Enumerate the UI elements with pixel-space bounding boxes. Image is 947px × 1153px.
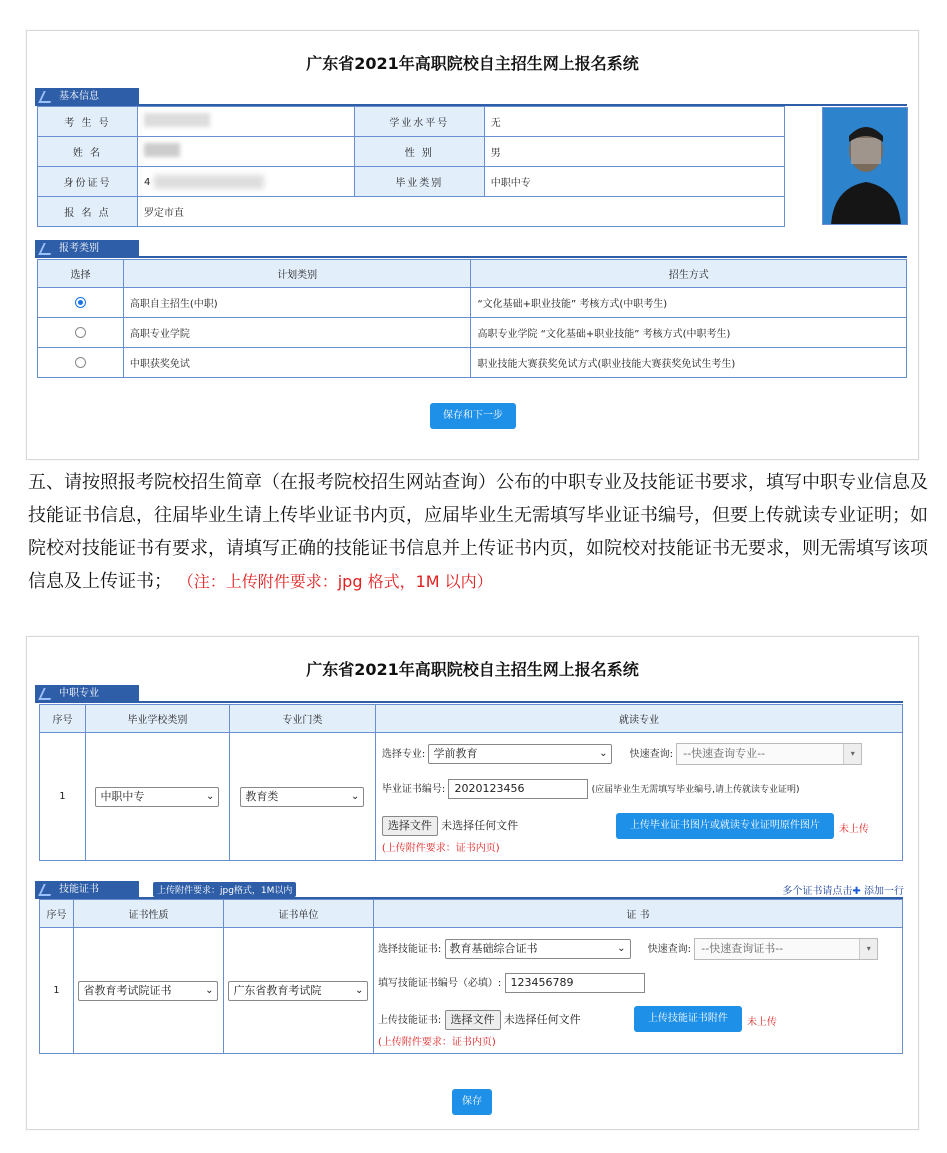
id-label: 身份证号 <box>38 167 138 197</box>
upload-grad-cert-button[interactable]: 上传毕业证书图片或就读专业证明原件图片 <box>616 813 834 839</box>
chevron-down-icon: ⌄ <box>617 943 626 954</box>
plan-cell: 高职自主招生(中职) <box>123 288 471 318</box>
upload-skill-cert-button[interactable]: 上传技能证书附件 <box>634 1006 742 1032</box>
col-select: 选择 <box>38 260 124 288</box>
save-next-button[interactable]: 保存和下一步 <box>430 403 516 429</box>
page-title-2: 广东省2021年高职院校自主招生网上报名系统 <box>306 660 639 679</box>
add-row-area: 多个证书请点击✚ 添加一行 <box>782 886 904 897</box>
category-select[interactable]: 教育类 ⌄ <box>240 787 364 807</box>
chevron-down-icon: ⌄ <box>205 984 214 996</box>
plus-icon[interactable]: ✚ <box>852 886 861 897</box>
cert-unit-select[interactable]: 广东省教育考试院 ⌄ <box>228 981 368 1001</box>
cert-no-row: 毕业证书编号: 2020123456 (应届毕业生无需填写毕业编号,请上传就读专业证明) <box>382 779 800 799</box>
col-nature: 证书性质 <box>73 900 223 928</box>
candidate-photo <box>822 107 908 225</box>
plan-cell: 中职获奖免试 <box>123 348 471 378</box>
page-title: 广东省2021年高职院校自主招生网上报名系统 <box>306 54 639 73</box>
select-cert-row: 选择技能证书: 教育基础综合证书 ⌄ 快速查询: --快速查询证书-- ▾ <box>378 938 878 960</box>
method-cell: “文化基础+职业技能” 考核方式(中职考生) <box>471 288 907 318</box>
grad-label: 毕业类别 <box>354 167 484 197</box>
grad-value: 中职中专 <box>484 167 784 197</box>
gender-label: 性 别 <box>354 137 484 167</box>
col-index: 序号 <box>40 705 86 733</box>
level-label: 学业水平号 <box>354 107 484 137</box>
upload-requirement: (上传附件要求：证书内页) <box>381 843 500 854</box>
apply-type-table <box>37 259 907 378</box>
name-value <box>137 137 354 167</box>
method-cell: 高职专业学院 “文化基础+职业技能” 考核方式(中职考生) <box>471 318 907 348</box>
col-category: 专业门类 <box>229 705 375 733</box>
skill-table <box>39 899 903 1054</box>
school-type-select[interactable]: 中职中专 ⌄ <box>95 787 219 807</box>
section-header-skill: 技能证书 <box>35 881 139 899</box>
basic-info-panel <box>26 30 919 460</box>
exam-no-value <box>137 107 354 137</box>
quick-search-major[interactable]: --快速查询专业-- ▾ <box>676 743 862 765</box>
choose-file-button[interactable]: 选择文件 <box>382 816 438 836</box>
exam-no-label: 考 生 号 <box>38 107 138 137</box>
cert-nature-select[interactable]: 省教育考试院证书 ⌄ <box>78 981 218 1001</box>
skill-file-row: 上传技能证书: 选择文件 未选择任何文件 <box>378 1010 581 1030</box>
dropdown-arrow-icon: ▾ <box>859 939 877 959</box>
file-row: 选择文件 未选择任何文件 <box>382 816 518 836</box>
skill-upload-note: 上传附件要求：jpg格式，1M以内 <box>153 882 296 897</box>
blurred-name <box>144 143 180 157</box>
select-major-row: 选择专业: 学前教育 ⌄ 快速查询: --快速查询专业-- ▾ <box>382 743 862 765</box>
instruction-text <box>28 466 928 598</box>
radio-plan-1[interactable] <box>75 297 86 308</box>
instruction-body: 五、请按照报考院校招生简章（在报考院校招生网站查询）公布的中职专业及技能证书要求，填写中职专业信息及技能证书信息，往届毕业生请上传毕业证书内页，应届毕业生无需填写毕业证书编号，但要上传就读专业证明；如院校对技能证书有要求，请填写正确的技能证书信息并上传证书内页，如院校对技能证书无要求，则无需填写该项信息及上传证书； <box>28 472 928 592</box>
blurred-exam-no <box>144 113 210 127</box>
dropdown-arrow-icon: ▾ <box>843 744 861 764</box>
section-header-basic: 基本信息 <box>35 88 139 106</box>
site-value: 罗定市直 <box>137 197 784 227</box>
skill-cert-no-row: 填写技能证书编号（必填）: 123456789 <box>378 973 645 993</box>
col-plan: 计划类别 <box>123 260 471 288</box>
chevron-down-icon: ⌄ <box>206 790 215 802</box>
cert-select[interactable]: 教育基础综合证书 ⌄ <box>445 939 631 959</box>
chevron-down-icon: ⌄ <box>599 748 608 759</box>
col-unit: 证书单位 <box>223 900 373 928</box>
section-header-apply: 报考类别 <box>35 240 139 258</box>
quick-search-cert[interactable]: --快速查询证书-- ▾ <box>694 938 878 960</box>
basic-info-table <box>37 106 907 227</box>
blurred-id <box>154 175 264 189</box>
row-index: 1 <box>40 733 86 861</box>
grad-cert-no-input[interactable]: 2020123456 <box>448 779 588 799</box>
row-index: 1 <box>40 928 74 1054</box>
site-label: 报 名 点 <box>38 197 138 227</box>
id-value: 4 <box>137 167 354 197</box>
choose-skill-file-button[interactable]: 选择文件 <box>445 1010 501 1030</box>
chevron-down-icon: ⌄ <box>355 984 364 996</box>
skill-upload-requirement: (上传附件要求：证书内页) <box>377 1037 496 1048</box>
plan-cell: 高职专业学院 <box>123 318 471 348</box>
major-select[interactable]: 学前教育 ⌄ <box>428 744 612 764</box>
radio-plan-2[interactable] <box>75 327 86 338</box>
skill-upload-status: 未上传 <box>746 1017 777 1028</box>
col-index: 序号 <box>40 900 74 928</box>
col-cert: 证 书 <box>373 900 902 928</box>
save-button[interactable]: 保存 <box>452 1089 492 1115</box>
instruction-note: （注：上传附件要求：jpg 格式，1M 以内） <box>177 572 493 591</box>
radio-plan-3[interactable] <box>75 357 86 368</box>
upload-status: 未上传 <box>838 824 869 835</box>
chevron-down-icon: ⌄ <box>351 790 360 802</box>
skill-cert-no-input[interactable]: 123456789 <box>505 973 645 993</box>
major-cert-panel <box>26 636 919 1130</box>
col-method: 招生方式 <box>471 260 907 288</box>
col-school-type: 毕业学校类别 <box>85 705 229 733</box>
section-header-major: 中职专业 <box>35 685 139 703</box>
gender-value: 男 <box>484 137 784 167</box>
level-value: 无 <box>484 107 784 137</box>
col-major: 就读专业 <box>375 705 902 733</box>
major-table <box>39 704 903 861</box>
name-label: 姓 名 <box>38 137 138 167</box>
method-cell: 职业技能大赛获奖免试方式(职业技能大赛获奖免试生考生) <box>471 348 907 378</box>
add-row-link[interactable]: 添加一行 <box>864 886 904 897</box>
